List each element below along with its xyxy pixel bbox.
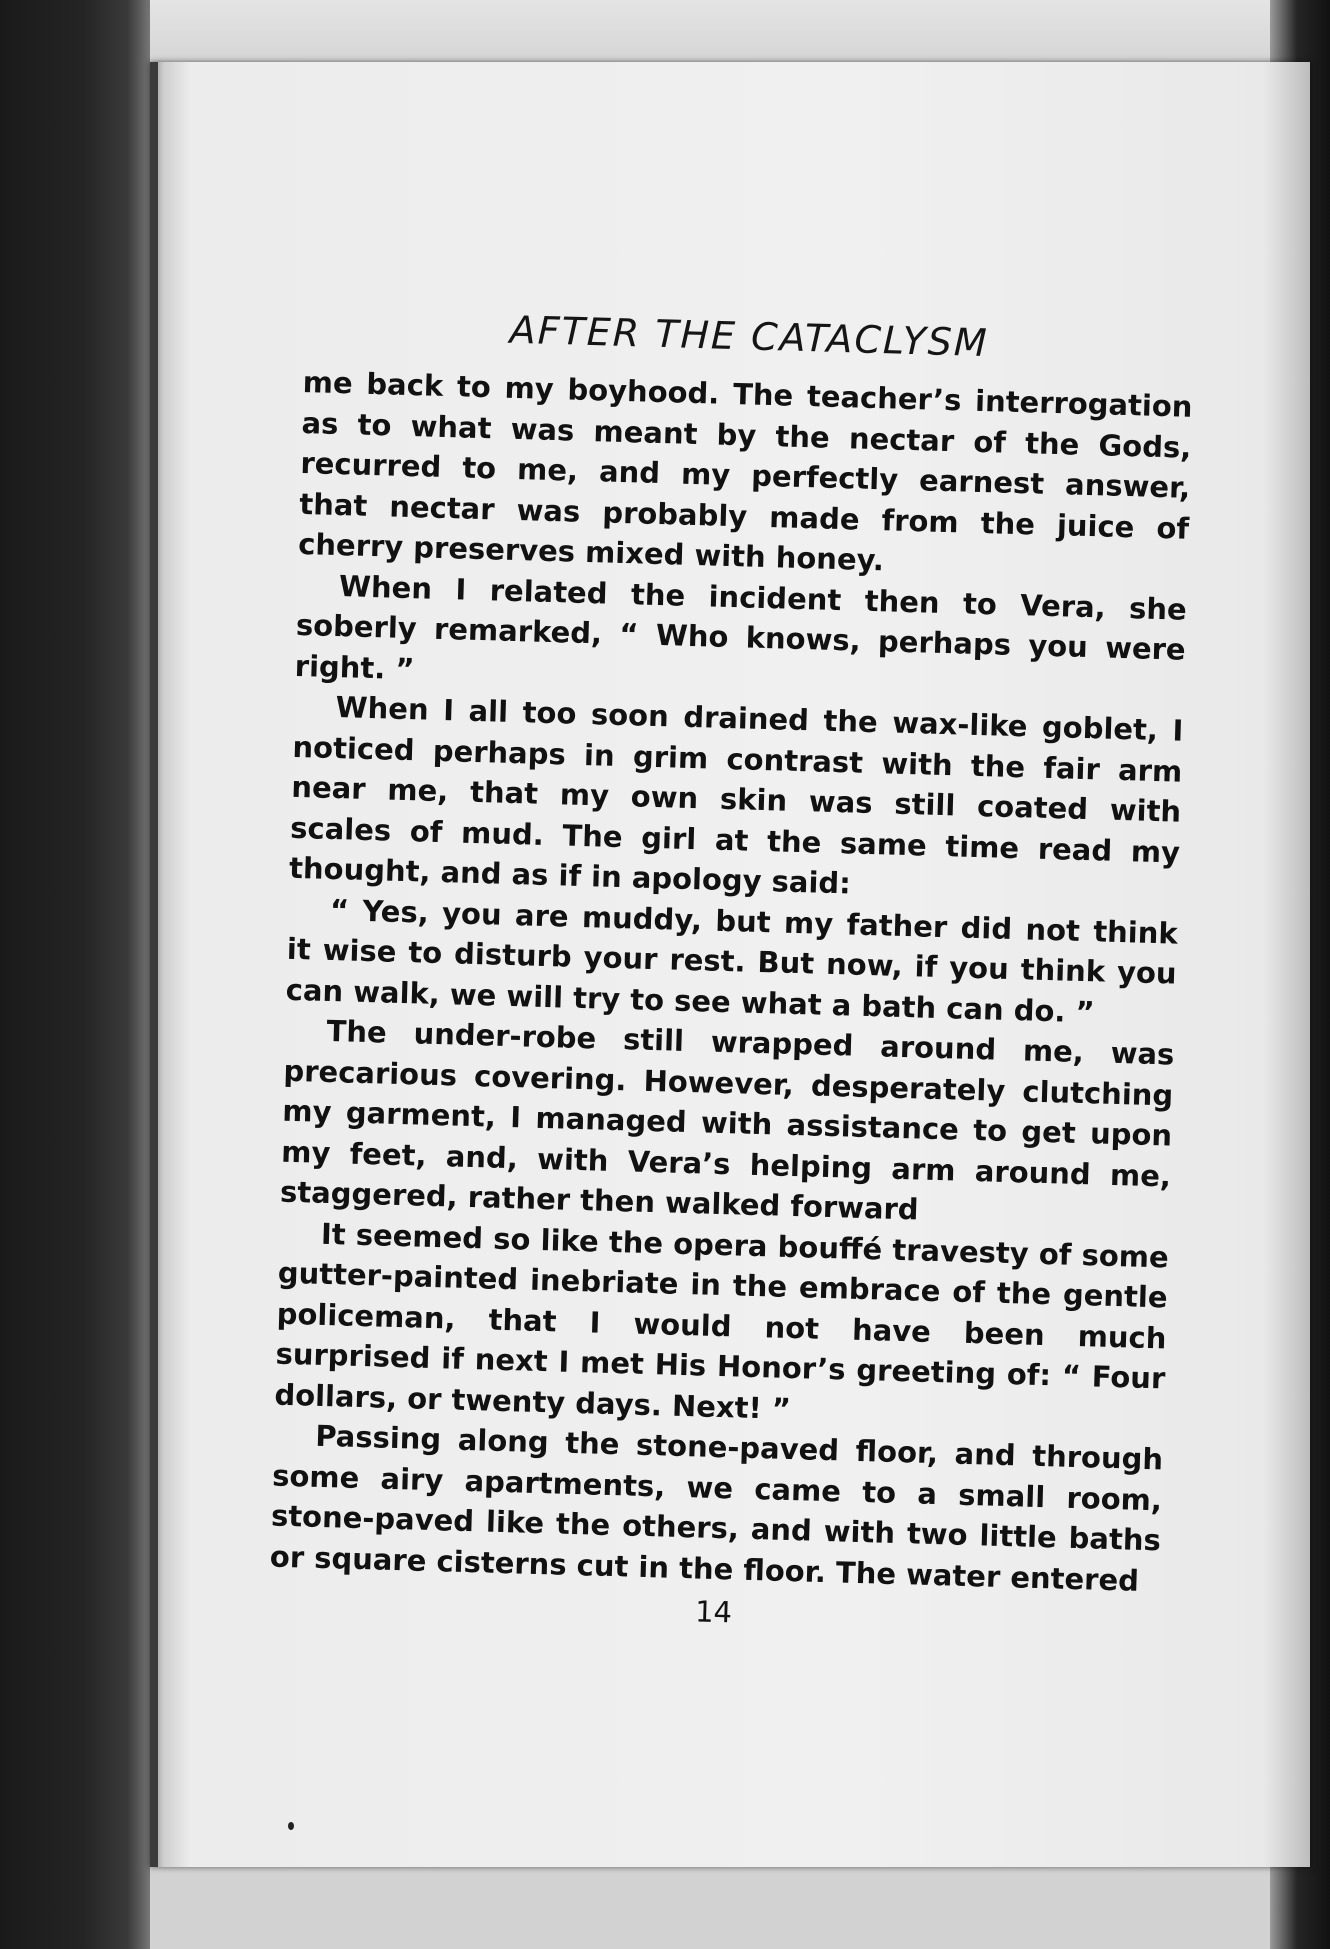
page-text-block: [268, 302, 1194, 1641]
running-head: AFTER THE CATACLYSM: [509, 307, 990, 366]
paragraph: Passing along the stone-paved floor, and through some airy apartments, we came to a small room, stone-paved like the others, and with two little baths or square cisterns cut in the floor. The water entered: [269, 1418, 1164, 1598]
scan-left-dark-border: [0, 0, 150, 1949]
paragraph: “ Yes, you are muddy, but my father did not think it wise to disturb your rest. But now, if you think you can walk, we will try to see what a bath can do. ”: [285, 892, 1179, 1029]
page-number: 14: [694, 1594, 733, 1630]
ink-speck: [288, 1822, 294, 1830]
paragraph: It seemed so like the opera bouffé travesty of some gutter-painted inebriate in the embrace of the gentle policeman, that I would not have been much surprised if next I met His Honor’s greeting of: “ Four dollars, or twenty days. Next! ”: [274, 1216, 1170, 1426]
book-page: [150, 62, 1310, 1867]
paragraph: When I all too soon drained the wax-like goblet, I noticed perhaps in grim contrast with the fair arm near me, that my own skin was still coated with scales of mud. The girl at the same time read my thought, and as if in apology said:: [288, 690, 1184, 901]
paragraph: me back to my boyhood. The teacher’s interrogation as to what was meant by the nectar of the Gods, recurred to me, and my perfectly earnest answer, that nectar was probably made from the juice of cherry preserves mixed with honey.: [297, 364, 1193, 578]
page-spine-edge: [150, 62, 158, 1867]
scan-top-margin: [0, 0, 1330, 60]
paragraph: When I related the incident then to Vera, she soberly remarked, “ Who knows, perhaps you were right. ”: [294, 568, 1188, 686]
paragraph: The under-robe still wrapped around me, was precarious covering. However, desperately clutching my garment, I managed with assistance to get upon my feet, and, with Vera’s helping arm around me, staggered, rather then walked forward: [279, 1013, 1175, 1227]
